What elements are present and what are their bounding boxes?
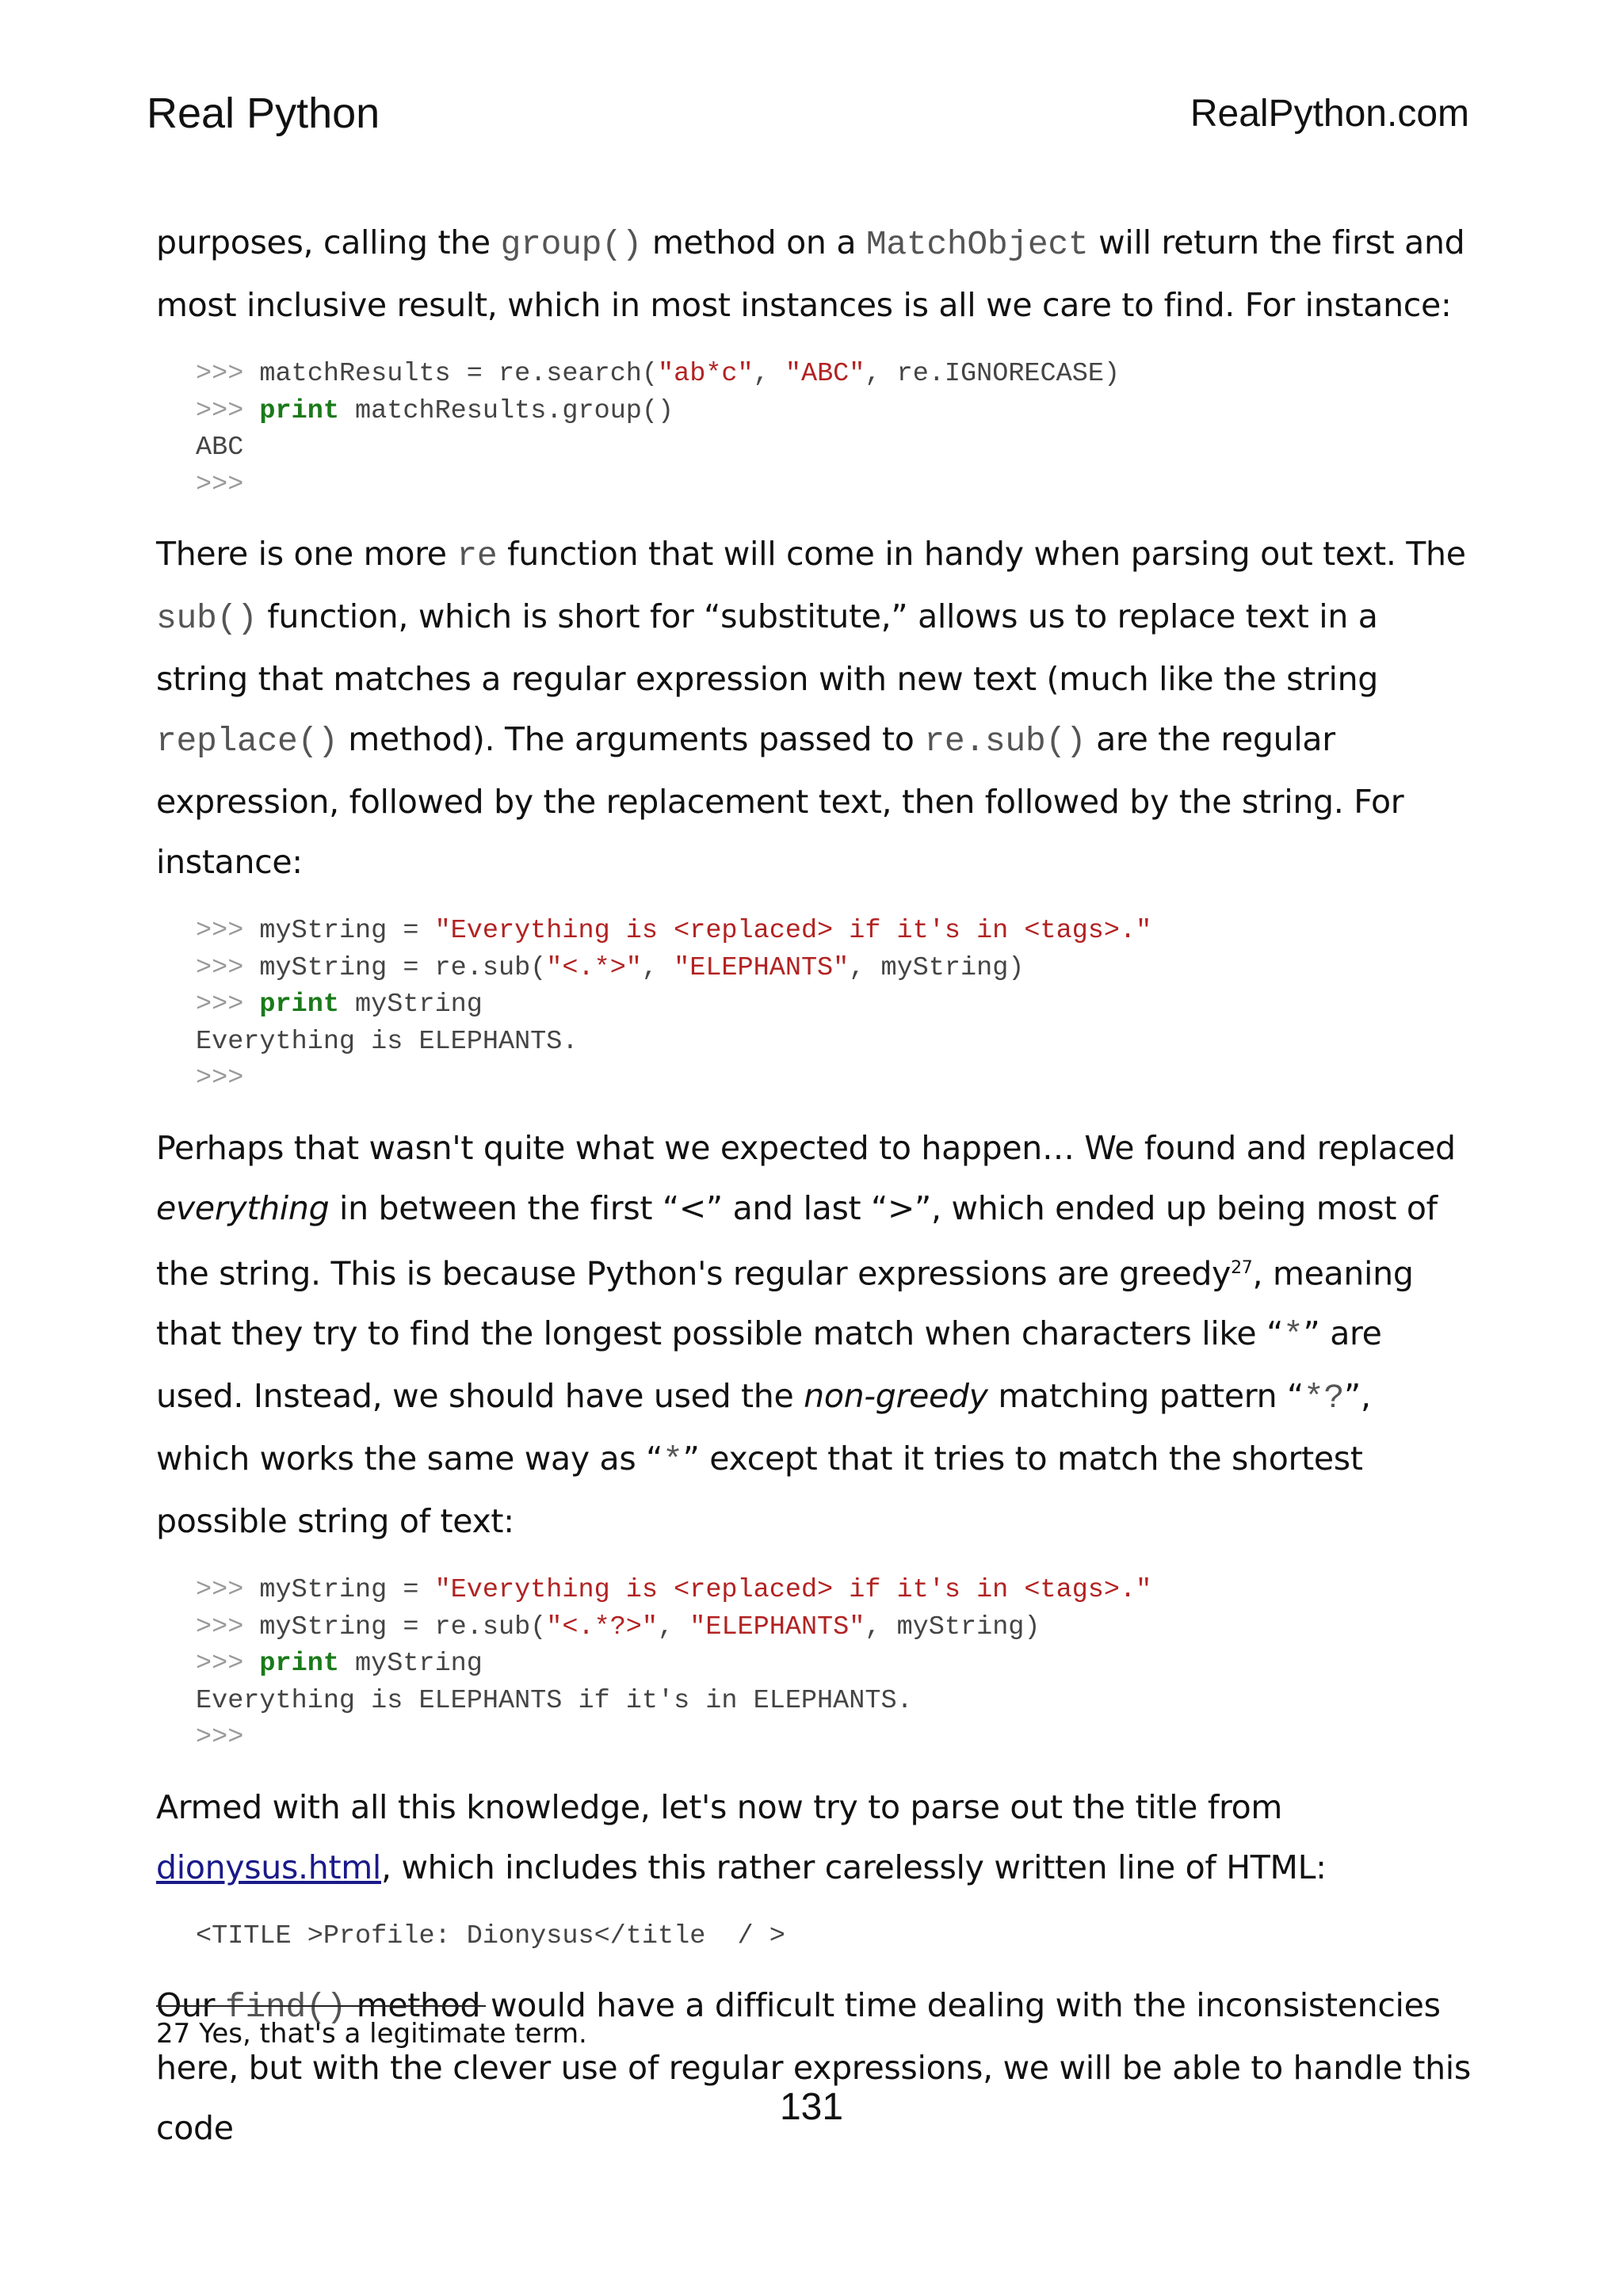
inline-code-matchobject: MatchObject [865, 225, 1089, 264]
paragraph-sub-function [156, 524, 1472, 892]
prompt: >>> [196, 469, 260, 500]
prompt: >>> [196, 1611, 260, 1642]
text: ” are used. Instead, we should have used the [156, 1314, 1382, 1416]
text: ”, which works the same way as “ [156, 1377, 1371, 1478]
code-block-search [156, 356, 1472, 503]
code-output: Everything is ELEPHANTS if it's in ELEPHANTS. [196, 1685, 913, 1716]
header-website: RealPython.com [1190, 93, 1469, 135]
code-string: "ELEPHANTS" [674, 952, 850, 983]
prompt: >>> [196, 952, 260, 983]
page-body [156, 212, 1472, 2158]
code-text: myString = [259, 1575, 435, 1606]
paragraph-find-method [156, 1975, 1472, 2158]
prompt: >>> [196, 1575, 260, 1606]
code-string: "ab*c" [658, 359, 754, 389]
inline-code-sub: sub() [156, 599, 258, 638]
prompt: >>> [196, 1063, 260, 1093]
code-string: "Everything is <replaced> if it's in <tags>." [434, 1575, 1152, 1606]
code-text: , [753, 359, 785, 389]
code-string: "<.*?>" [546, 1611, 659, 1642]
prompt: >>> [196, 916, 260, 946]
page-number: 131 [779, 2086, 844, 2128]
code-text: , myString) [865, 1611, 1041, 1642]
text: matching pattern “ [987, 1377, 1304, 1416]
code-block-greedy [156, 913, 1472, 1097]
text: method would have a difficult time dealing with the inconsistencies here, but with the clever use of regular expressions, we will be able to handle this code [156, 1986, 1471, 2148]
code-text: myString [338, 1649, 483, 1680]
paragraph-group-method [156, 212, 1472, 335]
code-text: matchResults.group() [338, 395, 674, 426]
inline-code-re: re [456, 536, 498, 575]
footnote-ref: 27 [1231, 1257, 1253, 1278]
code-output: Everything is ELEPHANTS. [196, 1026, 579, 1057]
inline-code-star: * [1283, 1316, 1304, 1356]
code-keyword: print [259, 1649, 339, 1680]
code-text: myString [338, 990, 483, 1020]
footnote-divider [156, 2005, 486, 2007]
text: purposes, calling the [156, 223, 501, 261]
text: Armed with all this knowledge, let's now try to parse out the title from [156, 1787, 1283, 1826]
emphasis: non-greedy [804, 1377, 988, 1416]
code-string: "Everything is <replaced> if it's in <tags>." [434, 916, 1152, 946]
code-text: matchResults = re.search( [259, 359, 659, 389]
text: function that will come in handy when parsing out text. The [497, 535, 1466, 573]
text: ” except that it tries to match the shortest possible string of text: [156, 1440, 1363, 1541]
dionysus-link[interactable]: dionysus.html [156, 1848, 381, 1886]
code-text: <TITLE >Profile: Dionysus</title / > [196, 1920, 785, 1951]
text: in between the first “<” and last “>”, which ended up being most of the string. This is because Python's regular expressions are greedy [156, 1188, 1438, 1293]
prompt: >>> [196, 1722, 260, 1753]
text: There is one more [156, 535, 457, 573]
code-block-html-title [156, 1918, 1472, 1955]
code-text: , [641, 952, 674, 983]
text: , which includes this rather carelessly written line of HTML: [380, 1848, 1327, 1886]
prompt: >>> [196, 990, 260, 1020]
paragraph-dionysus [156, 1777, 1472, 1897]
inline-code-star: * [663, 1441, 683, 1481]
header-book-title: Real Python [147, 90, 380, 137]
paragraph-greedy-explanation [156, 1118, 1472, 1552]
prompt: >>> [196, 359, 260, 389]
inline-code-replace: replace() [156, 722, 338, 761]
code-keyword: print [259, 990, 339, 1020]
inline-code-group: group() [500, 225, 643, 264]
text: method). The arguments passed to [338, 720, 925, 758]
inline-code-find: find() [224, 1988, 346, 2027]
code-keyword: print [259, 395, 339, 426]
code-text: , myString) [849, 952, 1025, 983]
code-text: , [658, 1611, 690, 1642]
code-text: myString = re.sub( [259, 952, 547, 983]
text: will return the first and most inclusive result, which in most instances is all we care to find. For instance: [156, 223, 1465, 324]
text: method on a [642, 223, 866, 261]
text: function, which is short for “substitute,” allows us to replace text in a string that matches a regular expression with new text (much like the string [156, 597, 1379, 698]
code-string: "ELEPHANTS" [689, 1611, 865, 1642]
text: , meaning that they try to find the longest possible match when characters like “ [156, 1254, 1414, 1353]
prompt: >>> [196, 395, 260, 426]
code-string: "<.*>" [546, 952, 642, 983]
inline-code-re-sub: re.sub() [924, 722, 1086, 761]
code-text: myString = re.sub( [259, 1611, 547, 1642]
prompt: >>> [196, 1649, 260, 1680]
code-text: myString = [259, 916, 435, 946]
code-block-non-greedy [156, 1572, 1472, 1756]
footnote: 27 Yes, that's a legitimate term. [156, 2018, 587, 2050]
inline-code-star-question: *? [1304, 1379, 1345, 1418]
code-text: , re.IGNORECASE) [865, 359, 1121, 389]
code-string: "ABC" [785, 359, 865, 389]
code-output: ABC [196, 433, 244, 463]
text: are the regular expression, followed by the replacement text, then followed by the string. For instance: [156, 720, 1404, 881]
emphasis: everything [156, 1188, 330, 1227]
text: Perhaps that wasn't quite what we expected to happen… We found and replaced [156, 1128, 1456, 1167]
text: Our [156, 1986, 225, 2025]
